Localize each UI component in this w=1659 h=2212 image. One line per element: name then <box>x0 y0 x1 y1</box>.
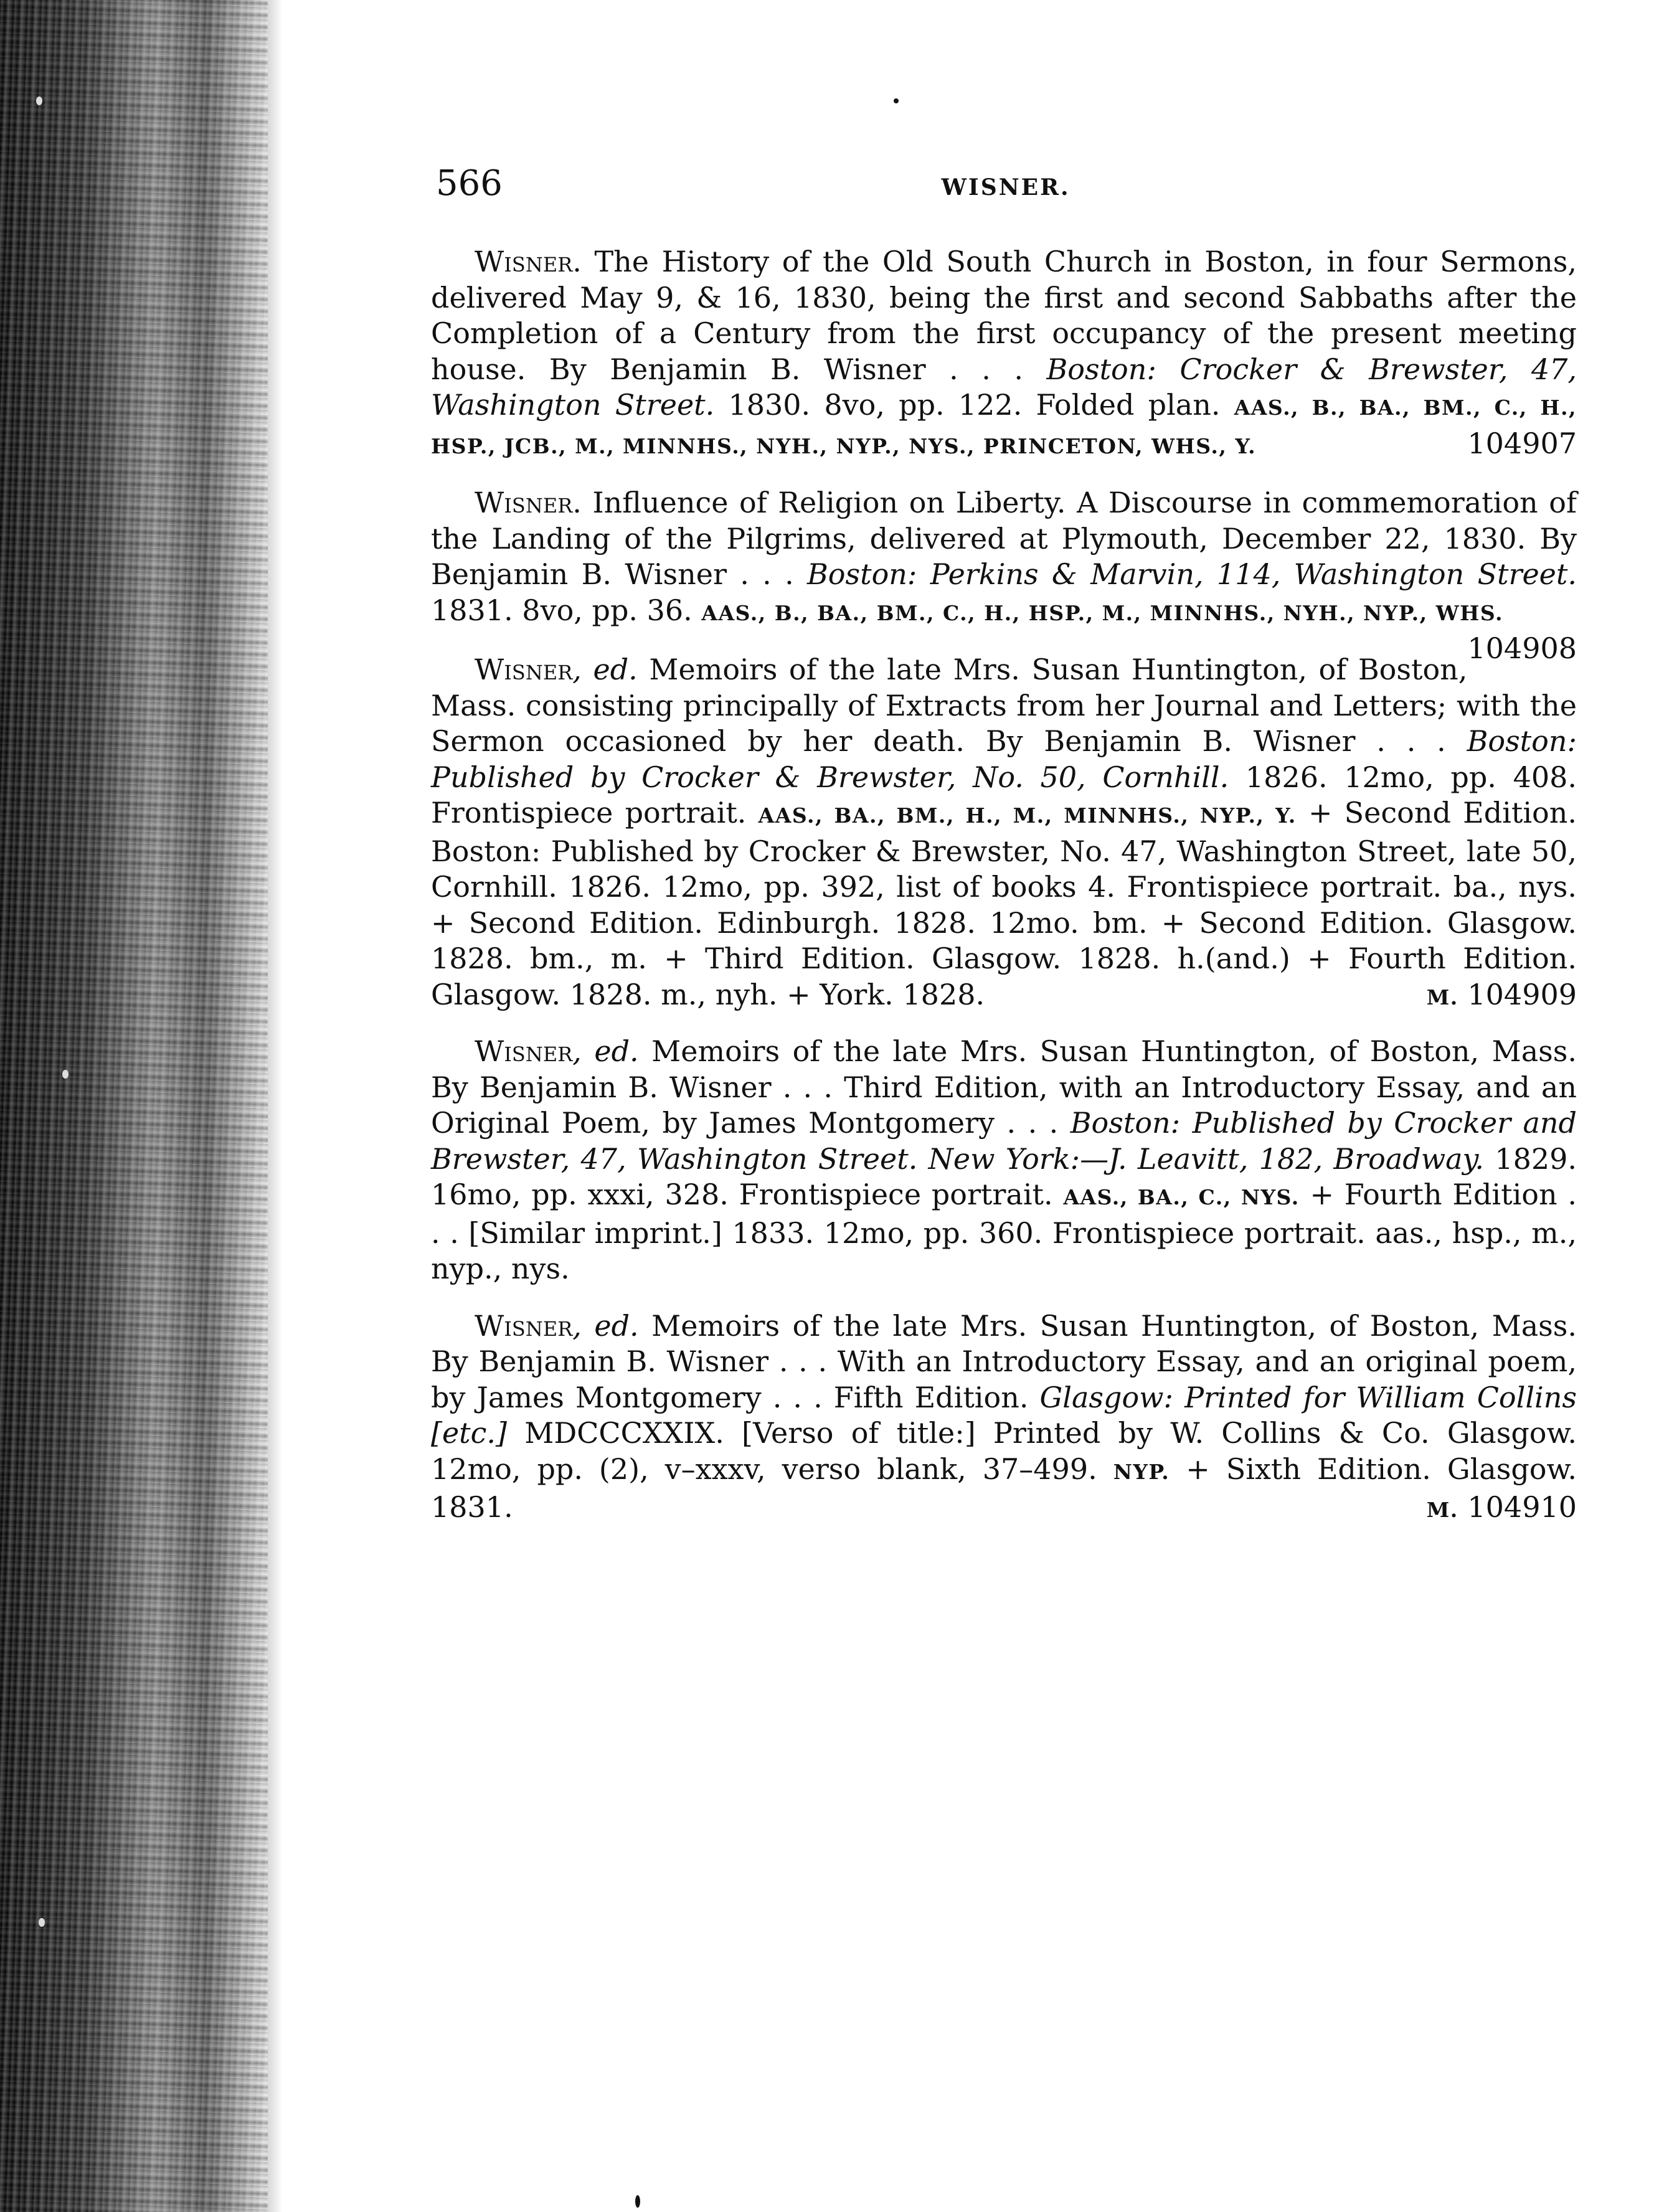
page-header <box>436 163 1576 213</box>
entry-body: Memoirs of the late Mrs. Susan Huntington, of Boston, Mass. consisting principally of Extracts from her Journal and Letters; with the Sermon occasioned by her death. By Benjamin B. Wisner . . . <box>431 653 1577 758</box>
entry-editor: , ed. <box>572 1308 639 1343</box>
entry-editions: + Sixth Edition. Glasgow. 1831. <box>431 1452 1577 1524</box>
entry-number: 104907 <box>1467 426 1577 460</box>
spine-speck <box>62 1070 69 1079</box>
entry-libraries: AAS., BA., BM., H., M., MINNHS., NYP., Y. <box>758 803 1297 828</box>
entry-editions: + Second Edition. Boston: Published by Crocker & Brewster, No. 47, Washington Street, late 50, Cornhill. 1826. 12mo, pp. 392, list of books 4. Frontispiece portrait. ba., nys. + Second Edition. Edinburgh. 1828. 12mo. bm. + Second Edition. Glasgow. 1828. bm., m. + Third Edition. Glasgow. 1828. h.(and.) + Fourth Edition. Glasgow. 1828. m., nyh. + York. 1828. <box>431 796 1577 1011</box>
entry-number: 104908 <box>1467 631 1577 665</box>
spine-speck <box>36 97 42 105</box>
entry-editor: , ed. <box>572 653 638 686</box>
entry-details: 1829. 16mo, pp. xxxi, 328. Frontispiece portrait. <box>431 1141 1577 1211</box>
entry-104908 <box>431 485 1577 665</box>
entry-final-library: M. <box>1426 1498 1458 1522</box>
entry-libraries: AAS., B., BA., BM., C., H., HSP., JCB., M., MINNHS., NYH., NYP., NYS., PRINCETON, WHS., Y. <box>431 395 1577 458</box>
entry-editions: + Fourth Edition . . . [Similar imprint.] 1833. 12mo, pp. 360. Frontispiece portrait. aas., hsp., m., nyp., nys. <box>431 1178 1577 1285</box>
entry-number-group <box>1427 977 1577 1016</box>
entry-libraries: NYP. <box>1113 1459 1170 1484</box>
entry-number: 104910 <box>1467 1490 1577 1524</box>
entry-details: MDCCCXXIX. [Verso of title:] Printed by W. Collins & Co. Glasgow. 12mo, pp. (2), v–xxxv, verso blank, 37–499. <box>431 1416 1577 1486</box>
entry-final-library: M. <box>1426 985 1458 1009</box>
entry-imprint: Boston: Published by Crocker & Brewster, No. 50, Cornhill. <box>431 724 1577 794</box>
ink-fleck <box>894 98 899 103</box>
entry-details: 1826. 12mo, pp. 408. Frontispiece portrait. <box>431 760 1577 830</box>
entry-imprint: Boston: Crocker & Brewster, 47, Washington Street. <box>431 352 1577 422</box>
entry-body: Memoirs of the late Mrs. Susan Huntington, of Boston, Mass. By Benjamin B. Wisner . . . With an Introductory Essay, and an original poem, by James Montgomery . . . Fifth Edition. <box>431 1308 1577 1414</box>
entry-body: Memoirs of the late Mrs. Susan Huntington, of Boston, Mass. By Benjamin B. Wisner . . . Third Edition, with an Introductory Essay, and an Original Poem, by James Montgomery . . . <box>431 1034 1577 1140</box>
running-head: WISNER. <box>941 174 1071 201</box>
entry-104910 <box>431 1308 1577 1526</box>
entry-body: . Influence of Religion on Liberty. A Discourse in commemoration of the Landing of the Pilgrims, delivered at Plymouth, December 22, 1830. By Benjamin B. Wisner . . . <box>431 486 1577 591</box>
entry-author: Wisner <box>475 1308 573 1343</box>
bibliography-entries <box>431 244 1577 1547</box>
entry-author: Wisner <box>475 653 573 686</box>
entry-imprint: Boston: Published by Crocker and Brewster, 47, Washington Street. New York:—J. Leavitt, 182, Broadway. <box>431 1106 1577 1176</box>
entry-imprint: Glasgow: Printed for William Collins [etc.] <box>431 1380 1577 1450</box>
entry-body: . The History of the Old South Church in Boston, in four Sermons, delivered May 9, & 16, 1830, being the first and second Sabbaths after the Completion of a Century from the first occupancy of the present meeting house. By Benjamin B. Wisner . . . <box>431 245 1577 386</box>
ink-fleck <box>635 2195 640 2208</box>
entry-imprint: Boston: Perkins & Marvin, 114, Washington Street. <box>807 557 1577 591</box>
entry-number-group <box>1427 1490 1577 1528</box>
entry-editor: , ed. <box>572 1034 639 1068</box>
entry-details: 1831. 8vo, pp. 36. <box>431 593 702 627</box>
entry-104909-continued <box>431 1034 1577 1287</box>
entry-libraries: AAS., B., BA., BM., C., H., HSP., M., MINNHS., NYH., NYP., WHS. <box>701 600 1503 625</box>
entry-author: Wisner <box>475 486 573 519</box>
spine-speck <box>39 1918 45 1927</box>
entry-number: 104909 <box>1467 977 1577 1011</box>
entry-details: 1830. 8vo, pp. 122. Folded plan. <box>714 388 1234 422</box>
entry-104909 <box>431 652 1577 1013</box>
page-edge-shadow <box>268 0 283 2212</box>
book-spine-gutter <box>0 0 268 2212</box>
entry-author: Wisner <box>475 1034 573 1068</box>
entry-libraries: AAS., BA., C., NYS. <box>1063 1185 1300 1209</box>
entry-104907 <box>431 244 1577 464</box>
entry-author: Wisner <box>475 245 573 278</box>
page-number: 566 <box>436 163 503 204</box>
